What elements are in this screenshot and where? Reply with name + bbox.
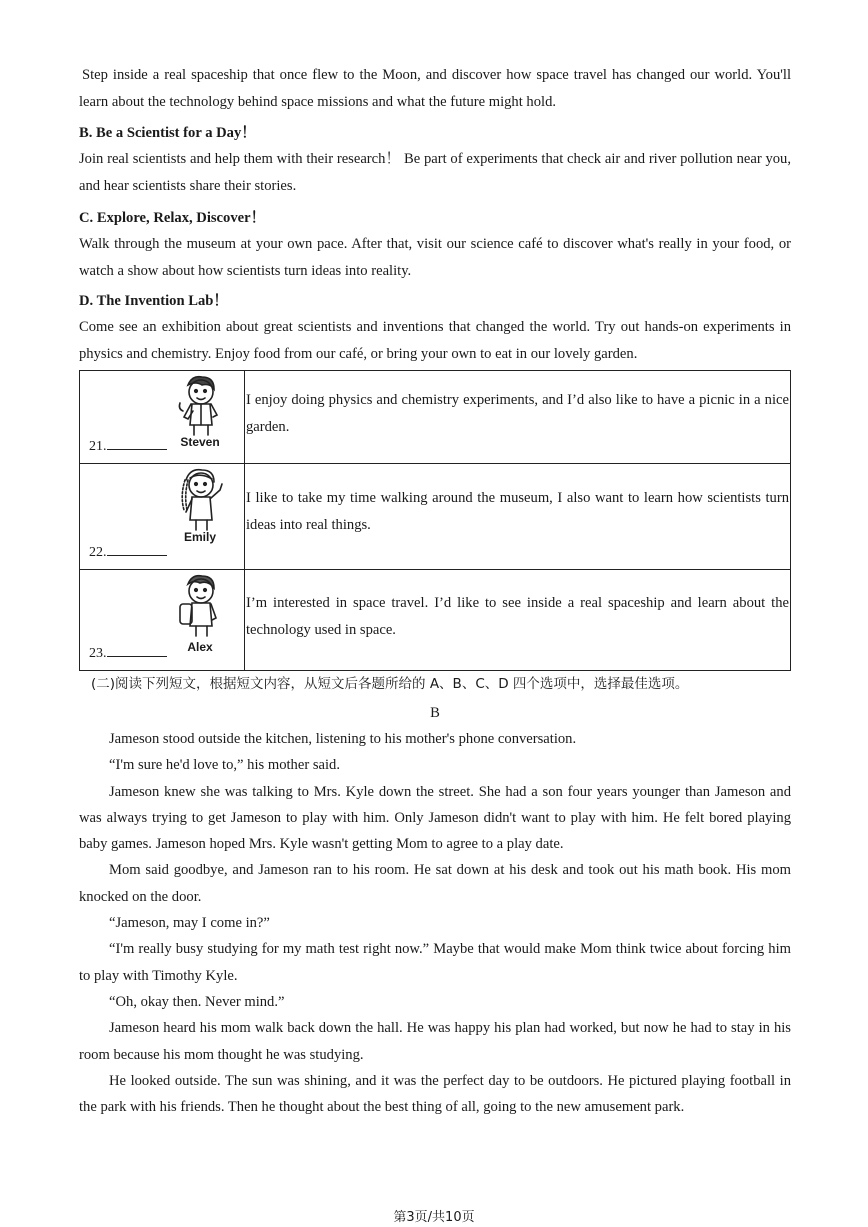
girl-cartoon-icon <box>170 466 230 536</box>
boy-cartoon-icon <box>170 373 230 439</box>
section-c-heading: C. Explore, Relax, Discover！ <box>79 210 266 226</box>
matching-table <box>79 370 791 671</box>
person-cell <box>80 371 245 464</box>
statement-cell <box>245 570 791 671</box>
story-paragraph: Mom said goodbye, and Jameson ran to his room. He sat down at his desk and took out his math book. His mom knocked on the door. <box>79 862 791 905</box>
question-number <box>89 644 167 662</box>
person-name: Steven <box>180 435 220 449</box>
statement-cell <box>245 371 791 464</box>
answer-blank[interactable] <box>107 644 167 657</box>
person-cell <box>80 570 245 671</box>
statement-text: I enjoy doing physics and chemistry experiments, and I’d also like to have a picnic in a nice garden. <box>246 392 789 435</box>
answer-blank[interactable] <box>107 543 167 556</box>
story-paragraph: “I'm really busy studying for my math test right now.” Maybe that would make Mom think twice about forcing him to play with Timothy Kyle. <box>79 941 791 984</box>
question-number <box>89 437 167 455</box>
question-number-label: 22. <box>89 545 107 560</box>
story-paragraph: Jameson stood outside the kitchen, listening to his mother's phone conversation. <box>109 731 577 747</box>
section-b-text: Join real scientists and help them with their research！ Be part of experiments that check air and river pollution near you, and hear scientists share their stories. <box>79 151 791 194</box>
story-paragraph: “Oh, okay then. Never mind.” <box>109 993 285 1010</box>
section-c-text: Walk through the museum at your own pace. After that, visit our science café to discover what's really in your food, or watch a show about how scientists turn ideas into reality. <box>79 236 791 279</box>
person-name: Emily <box>183 530 216 544</box>
story-paragraph: He looked outside. The sun was shining, and it was the perfect day to be outdoors. He pictured playing football in the park with his friends. Then he thought about the best thing of all, going to the new amusement park. <box>79 1072 791 1116</box>
person-cell <box>80 464 245 570</box>
table-row <box>80 464 791 570</box>
statement-text: I’m interested in space travel. I’d like to see inside a real spaceship and learn about the technology used in space. <box>246 595 789 638</box>
alex-figure <box>170 572 230 652</box>
passage-b-body <box>79 726 791 1120</box>
steven-figure <box>170 373 230 453</box>
emily-figure <box>170 466 230 546</box>
table-row <box>80 570 791 671</box>
answer-blank[interactable] <box>107 437 167 450</box>
question-number-label: 23. <box>89 646 107 661</box>
story-paragraph: Jameson heard his mom walk back down the hall. He was happy his plan had worked, but now he had to stay in his room because his mom thought he was studying. <box>79 1020 791 1063</box>
statement-text: I like to take my time walking around the museum, I also want to learn how scientists turn ideas into real things. <box>246 490 789 533</box>
section-d-heading: D. The Invention Lab！ <box>79 293 228 309</box>
section-d-text: Come see an exhibition about great scientists and inventions that changed the world. Try out hands-on experiments in physics and chemistry. Enjoy food from our café, or bring your own to eat in our lovely garden. <box>79 319 791 362</box>
boy-with-backpack-icon <box>170 572 230 642</box>
table-row <box>80 371 791 464</box>
statement-cell <box>245 464 791 570</box>
passage-a-intro: Step inside a real spaceship that once flew to the Moon, and discover how space travel has changed our world. You'll learn about the technology behind space missions and what the future might hold. <box>79 67 791 110</box>
section-instruction: (二)阅读下列短文，根据短文内容，从短文后各题所给的 A、B、C、D 四个选项中，选择最佳选项。 <box>91 676 689 692</box>
question-number-label: 21. <box>89 439 107 454</box>
story-paragraph: Jameson knew she was talking to Mrs. Kyle down the street. She had a son four years younger than Jameson and was always trying to get Jameson to play with him. Only Jameson didn't want to play with him. He felt bored playing baby games. Jameson hoped Mrs. Kyle wasn't getting Mom to agree to a play date. <box>79 783 791 853</box>
story-paragraph: “I'm sure he'd love to,” his mother said. <box>109 757 340 774</box>
section-b-heading: B. Be a Scientist for a Day！ <box>79 125 256 141</box>
question-number <box>89 543 167 561</box>
story-paragraph: “Jameson, may I come in?” <box>109 915 270 932</box>
person-name: Alex <box>187 640 213 654</box>
passage-b-label: B <box>430 705 440 721</box>
page-footer: 第3页/共10页 <box>393 1210 475 1225</box>
